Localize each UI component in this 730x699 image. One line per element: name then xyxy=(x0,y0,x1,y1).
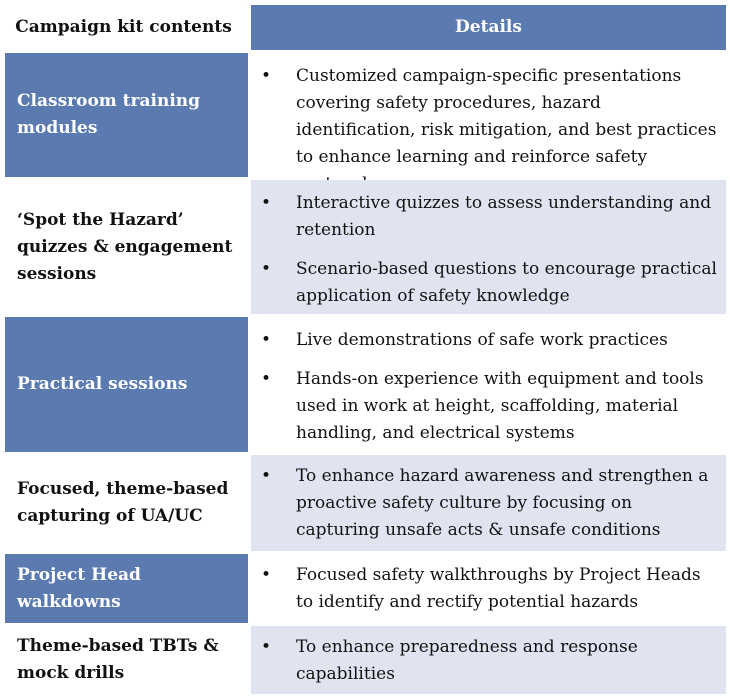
table-row xyxy=(5,626,726,694)
row-details xyxy=(251,180,726,314)
bullet-icon: • xyxy=(261,259,272,279)
row-label-theme-based-tbts: Theme-based TBTs & mock drills xyxy=(5,626,248,694)
row-details xyxy=(251,554,726,623)
bullet-icon: • xyxy=(261,369,272,389)
bullet-icon: • xyxy=(261,193,272,213)
bullet-text: Live demonstrations of safe work practices xyxy=(296,330,668,350)
row-label-focused-theme-based: Focused, theme-based capturing of UA/UC xyxy=(5,455,248,551)
table-row xyxy=(5,455,726,551)
row-details xyxy=(251,317,726,452)
bullet-text: Hands-on experience with equipment and tools used in work at height, scaffolding, material handling, and electrical systems xyxy=(296,369,704,443)
bullet-icon: • xyxy=(261,466,272,486)
row-label-practical-sessions: Practical sessions xyxy=(5,317,248,452)
list-item xyxy=(251,562,718,616)
bullet-text: Customized campaign-specific presentations covering safety procedures, hazard identification, risk mitigation, and best practices to enhance learning and reinforce safety xyxy=(296,66,717,167)
list-item xyxy=(251,327,718,354)
bullet-text: To enhance preparedness and response capabilities xyxy=(296,637,638,684)
header-campaign-kit-contents: Campaign kit contents xyxy=(5,5,248,50)
table-row xyxy=(5,554,726,623)
table-header-row xyxy=(5,5,726,50)
row-details xyxy=(251,455,726,551)
row-label-project-head-walkdowns: Project Head walkdowns xyxy=(5,554,248,623)
table-row xyxy=(5,317,726,452)
table-row xyxy=(5,53,726,177)
row-details xyxy=(251,53,726,177)
list-item xyxy=(251,63,718,198)
bullet-text: To enhance hazard awareness and strengthen a proactive safety culture by focusing on capturing unsafe acts & unsafe conditions xyxy=(296,466,709,540)
campaign-kit-table xyxy=(5,5,726,694)
bullet-icon: • xyxy=(261,66,272,86)
row-label-spot-the-hazard: ‘Spot the Hazard’ quizzes & engagement sessions xyxy=(5,180,248,314)
list-item xyxy=(251,190,718,244)
row-label-classroom-training: Classroom training modules xyxy=(5,53,248,177)
bullet-icon: • xyxy=(261,637,272,657)
header-details: Details xyxy=(251,5,726,50)
bullet-icon: • xyxy=(261,565,272,585)
list-item xyxy=(251,366,718,447)
bullet-icon: • xyxy=(261,330,272,350)
bullet-text: Interactive quizzes to assess understanding and retention xyxy=(296,193,712,240)
bullet-text: Scenario-based questions to encourage practical application of safety knowledge xyxy=(296,259,717,306)
list-item xyxy=(251,463,718,544)
row-details xyxy=(251,626,726,694)
table-row xyxy=(5,180,726,314)
list-item xyxy=(251,256,718,310)
list-item xyxy=(251,634,718,688)
bullet-text: Focused safety walkthroughs by Project Heads to identify and rectify potential hazards xyxy=(296,565,701,612)
